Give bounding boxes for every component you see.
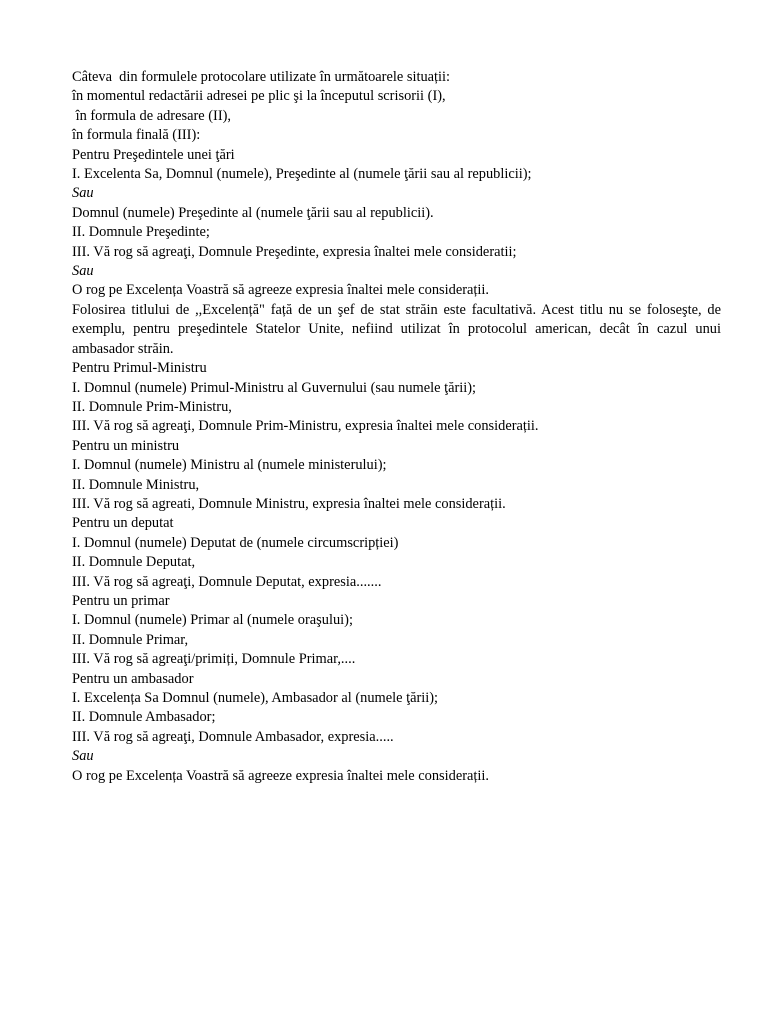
president-closing: III. Vă rog să agreaţi, Domnule Preşedinte, expresia înaltei mele consideratii; (72, 243, 517, 260)
excellency-note-paragraph: Folosirea titlului de ,,Excelență" față de un şef de stat străin este facultativă. Acest titlu nu se foloseşte, de exemplu, pentru preşedintele Statelor Unite, nefiind utilizat în protocolul american, decât în cazul unui ambasador străin. (72, 301, 721, 357)
mayor-closing: III. Vă rog să agreaţi/primiți, Domnule Primar,.... (72, 651, 356, 668)
minister-closing: III. Vă rog să agreati, Domnule Ministru, expresia înaltei mele considerații. (72, 495, 506, 512)
ambassador-closing: III. Vă rog să agreaţi, Domnule Ambasador, expresia..... (72, 728, 394, 745)
ambassador-salutation: II. Domnule Ambasador; (72, 709, 216, 726)
mayor-address-line: I. Domnul (numele) Primar al (numele oraşului); (72, 612, 353, 629)
deputy-address-line: I. Domnul (numele) Deputat de (numele circumscripției) (72, 534, 399, 551)
intro-line-3: în formula de adresare (II), (72, 107, 232, 124)
ambassador-or-1: Sau (72, 748, 94, 765)
mayor-salutation: II. Domnule Primar, (72, 631, 189, 648)
section-heading-ambassador: Pentru un ambasador (72, 670, 194, 687)
minister-salutation: II. Domnule Ministru, (72, 476, 200, 493)
prime-minister-salutation: II. Domnule Prim-Ministru, (72, 398, 232, 415)
president-address-line: I. Excelenta Sa, Domnul (numele), Preşedinte al (numele ţării sau al republicii); (72, 166, 532, 183)
president-or-1: Sau (72, 185, 94, 202)
section-heading-president: Pentru Preşedintele unei ţări (72, 146, 235, 163)
president-address-alt: Domnul (numele) Preşedinte al (numele ţării sau al republicii). (72, 204, 434, 221)
prime-minister-address-line: I. Domnul (numele) Primul-Ministru al Guvernului (sau numele ţării); (72, 379, 477, 396)
section-heading-prime-minister: Pentru Primul-Ministru (72, 360, 207, 377)
ambassador-closing-alt: O rog pe Excelența Voastră să agreeze expresia înaltei mele considerații. (72, 767, 490, 784)
prime-minister-closing: III. Vă rog să agreaţi, Domnule Prim-Ministru, expresia înaltei mele considerații. (72, 418, 539, 435)
ambassador-address-line: I. Excelența Sa Domnul (numele), Ambasador al (numele ţării); (72, 690, 439, 706)
deputy-salutation: II. Domnule Deputat, (72, 554, 196, 571)
president-closing-alt: O rog pe Excelența Voastră să agreeze expresia înaltei mele considerații. (72, 282, 490, 299)
deputy-closing: III. Vă rog să agreaţi, Domnule Deputat, expresia....... (72, 573, 382, 590)
intro-line-4: în formula finală (III): (72, 127, 201, 144)
document-page (72, 68, 721, 786)
section-heading-deputy: Pentru un deputat (72, 515, 174, 532)
minister-address-line: I. Domnul (numele) Ministru al (numele ministerului); (72, 457, 387, 474)
intro-line-2: în momentul redactării adresei pe plic şi la începutul scrisorii (I), (72, 88, 446, 105)
president-or-2: Sau (72, 263, 94, 280)
section-heading-mayor: Pentru un primar (72, 592, 170, 609)
president-salutation: II. Domnule Preşedinte; (72, 224, 210, 241)
section-heading-minister: Pentru un ministru (72, 437, 180, 454)
intro-line-1: Câteva din formulele protocolare utilizate în următoarele situații: (72, 69, 451, 85)
